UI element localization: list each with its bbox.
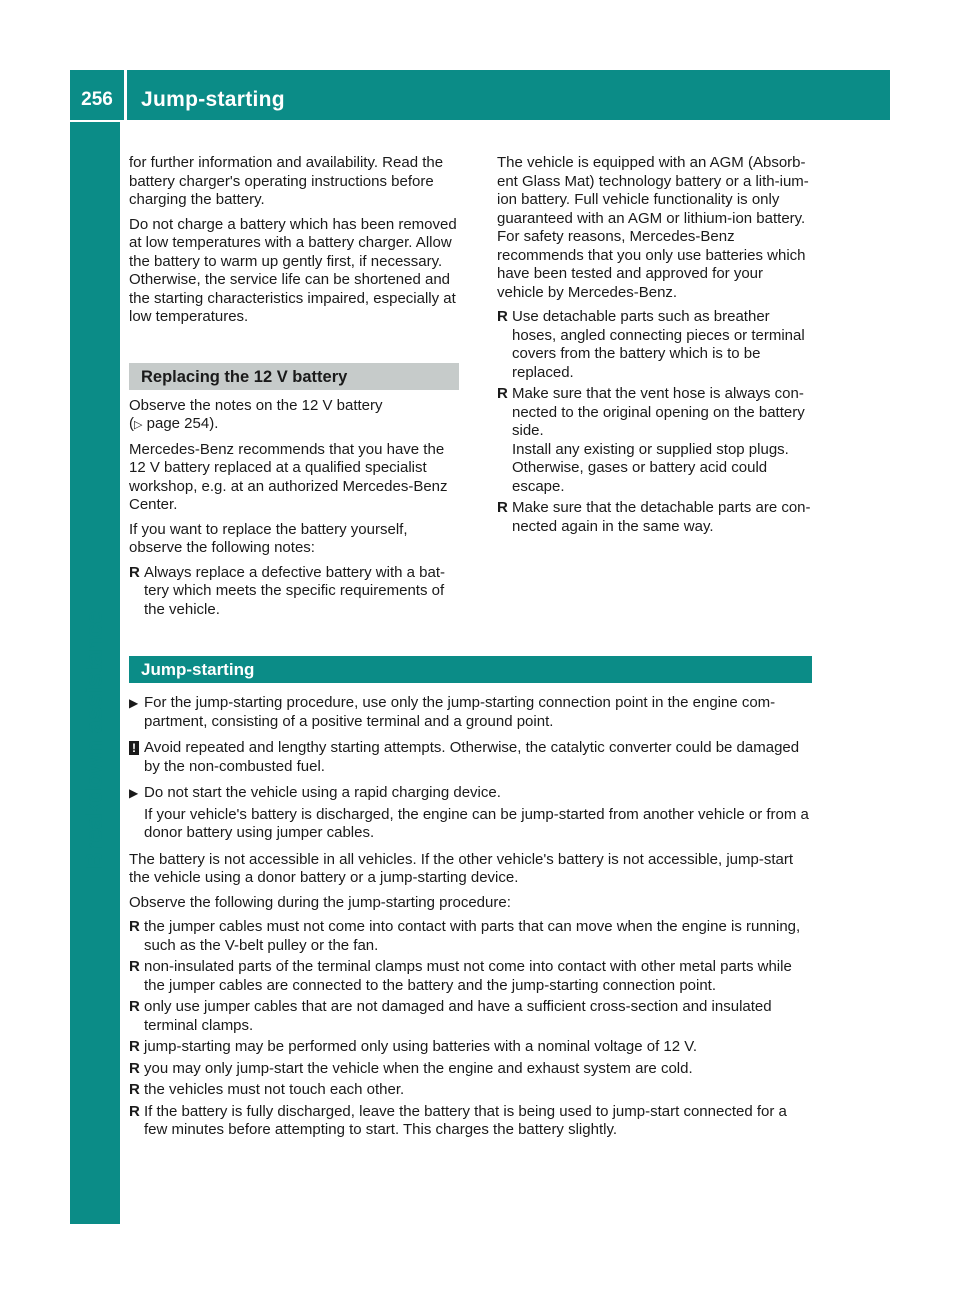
warning-note (129, 739, 812, 776)
reference-arrow-icon: ▷ (134, 419, 143, 431)
page-number: 256 (81, 89, 113, 110)
page-title: Jump-starting (141, 88, 285, 111)
step-text: Do not start the vehicle using a rapid charging device. (144, 784, 501, 801)
reference-text: Observe the notes on the 12 V battery (129, 396, 383, 414)
bullet-item (497, 385, 813, 496)
bullet-text: R Make sure that the vent hose is always con-nected to the original opening on the battery side. (512, 385, 805, 439)
bullet-item: R you may only jump-start the vehicle when the engine and exhaust system are cold. (129, 1060, 812, 1079)
jump-starting-section (129, 656, 812, 1143)
step-text: For the jump-starting procedure, use only the jump-starting connection point in the engine com-partment, consisting of a positive terminal and a ground point. (144, 694, 776, 730)
paragraph: for further information and availability. Read the battery charger's operating instructions before charging the battery. (129, 154, 444, 208)
instruction-step (129, 694, 812, 731)
paragraph: The battery is not accessible in all vehicles. If the other vehicle's battery is not accessible, jump-start the vehicle using a donor battery or a jump-starting device. (129, 850, 793, 886)
header-divider (124, 70, 127, 120)
paragraph: Mercedes-Benz recommends that you have the 12 V battery replaced at a qualified specialist workshop, e.g. at an authorized Mercedes-Benz Center. (129, 440, 448, 513)
paragraph: The vehicle is equipped with an AGM (Absorb-ent Glass Mat) technology battery or a lith-ium-ion battery. Full vehicle functionality is only guaranteed with an AGM or lithium-ion battery. For safety reasons, Mercedes-Benz recommends that you only use batteries which have been tested and approved for your vehicle by Mercedes-Benz. (497, 154, 809, 301)
bullet-item: R Make sure that the detachable parts are con-nected again in the same way. (497, 499, 813, 536)
bullet-item: R Always replace a defective battery with a bat-tery which meets the specific requirements of the vehicle. (129, 564, 459, 620)
bullet-item: R jump-starting may be performed only using batteries with a nominal voltage of 12 V. (129, 1038, 812, 1057)
paragraph-with-reference (129, 397, 459, 435)
bullet-item: R the vehicles must not touch each other. (129, 1081, 812, 1100)
bullet-note: Install any existing or supplied stop plugs. Otherwise, gases or battery acid could escape. (512, 440, 789, 495)
left-column (129, 154, 459, 622)
step-arrow-icon: ▶ (129, 786, 139, 800)
step-note: If your vehicle's battery is discharged, the engine can be jump-started from another vehicle or from a donor battery using jumper cables. (144, 805, 809, 841)
page-reference-link[interactable]: page 254). (142, 415, 219, 432)
chapter-label: Breakdown assistance (81, 610, 108, 870)
section-heading-replacing-battery: Replacing the 12 V battery (129, 363, 459, 390)
paragraph: If you want to replace the battery yourself, observe the following notes: (129, 520, 408, 556)
reference-open: ( (129, 415, 134, 432)
step-arrow-icon: ▶ (129, 696, 139, 710)
warning-icon: ! (129, 741, 139, 755)
bullet-item: R the jumper cables must not come into contact with parts that can move when the engine is running, such as the V-belt pulley or the fan. (129, 918, 812, 955)
right-column (497, 154, 813, 539)
paragraph: Observe the following during the jump-starting procedure: (129, 893, 511, 911)
bullet-item: R non-insulated parts of the terminal clamps must not come into contact with other metal parts while the jumper cables are connected to the battery and the jump-starting connection point. (129, 958, 812, 995)
warning-text: Avoid repeated and lengthy starting attempts. Otherwise, the catalytic converter could be damaged by the non-combusted fuel. (144, 739, 800, 775)
instruction-step (129, 784, 812, 843)
bullet-item: R only use jumper cables that are not damaged and have a sufficient cross-section and insulated terminal clamps. (129, 998, 812, 1035)
bullet-item: R If the battery is fully discharged, leave the battery that is being used to jump-start connected for a few minutes before attempting to start. This charges the battery slightly. (129, 1103, 812, 1140)
section-heading-jump-starting: Jump-starting (129, 656, 812, 683)
bullet-item: R Use detachable parts such as breather hoses, angled connecting pieces or terminal covers from the battery which is to be replaced. (497, 308, 813, 382)
paragraph: Do not charge a battery which has been removed at low temperatures with a battery charger. Allow the battery to warm up gently first, if necessary. Otherwise, the service life can be shortened and the starting characteristics impaired, especially at low temperatures. (129, 215, 457, 325)
